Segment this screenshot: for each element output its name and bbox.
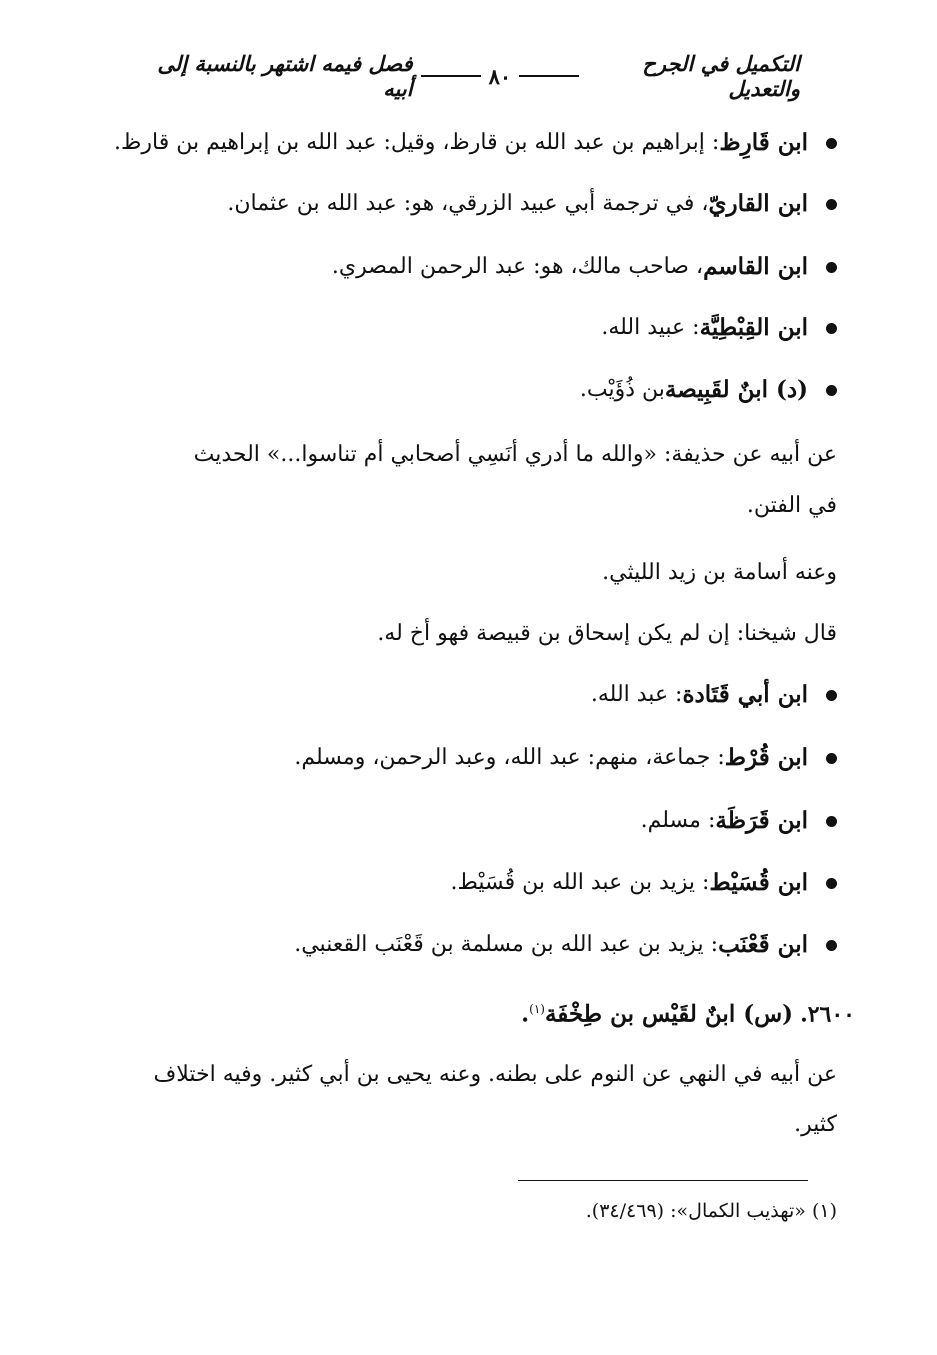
bullet-icon [826, 385, 837, 396]
entry-ibn-qurt [100, 741, 837, 775]
bullet-icon [826, 199, 837, 210]
header-dash-right [519, 75, 579, 77]
bullet-icon [826, 940, 837, 951]
entry-head: (د) ابنٌ لقَبِيصة [664, 376, 808, 403]
entry-text: بن ذُؤَيْب. [579, 377, 665, 402]
entry-text: : جماعة، منهم: عبد الله، وعبد الرحمن، ومسلم. [294, 745, 725, 770]
bullet-icon [826, 816, 837, 827]
entry-ibn-alqari [100, 187, 837, 221]
bullet-icon [826, 878, 837, 889]
paragraph-line: في الفتن. [746, 493, 837, 518]
entry-ibn-qaraza [100, 804, 837, 838]
entry-ibn-li-qabisa [100, 373, 837, 407]
entry-ibn-qarith [100, 126, 837, 160]
entry-text: : عبد الله. [590, 682, 683, 707]
entry-ibn-alqibtiyya [100, 311, 837, 345]
entry-text: : عبيد الله. [601, 315, 700, 340]
entry-head: ابن قَرَظَة [715, 807, 808, 834]
entry-text: ، في ترجمة أبي عبيد الزرقي، هو: عبد الله بن عثمان. [227, 191, 709, 216]
paragraph-line: عن أبيه عن حذيفة: «والله ما أدري أنَسِي أصحابي أم تناسوا...» الحديث [193, 442, 837, 467]
entry-ibn-alqasim [100, 250, 837, 284]
entry-text: : مسلم. [640, 808, 716, 833]
paragraph: قال شيخنا: إن لم يكن إسحاق بن قبيصة فهو أخ له. [377, 621, 837, 646]
paragraph-line: عن أبيه في النهي عن النوم على بطنه. وعنه يحيى بن أبي كثير. وفيه اختلاف [153, 1062, 837, 1087]
header-section-title: فصل فيمه اشتهر بالنسبة إلى أبيه [157, 51, 413, 101]
entry-text: ، صاحب مالك، هو: عبد الرحمن المصري. [331, 254, 704, 279]
numbered-entry-2600 [100, 992, 855, 1032]
entry-end: . [521, 1000, 530, 1028]
entry-ibn-qusayt [100, 866, 837, 900]
footnote-divider [518, 1180, 808, 1181]
header-dash-left [421, 75, 481, 77]
running-header [150, 51, 800, 101]
entry-text: : إبراهيم بن عبد الله بن قارظ، وقيل: عبد الله بن إبراهيم بن قارظ. [114, 130, 720, 155]
page-number: ٨٠ [488, 63, 512, 89]
entry-head: ابن أبي قَتَادة [682, 681, 808, 708]
header-center [413, 64, 588, 89]
entry-head: ابن قُسَيْط [709, 869, 808, 896]
bullet-icon [826, 753, 837, 764]
entry-ibn-qanab [100, 928, 837, 962]
bullet-icon [826, 690, 837, 701]
entry-head: ابن القاسم [703, 253, 808, 280]
paragraph-line: كثير. [794, 1112, 837, 1137]
entry-text: : يزيد بن عبد الله بن مسلمة بن قَعْنَب القعنبي. [294, 932, 719, 957]
entry-head: ابن قَعْنَب [718, 931, 808, 958]
footnote-marker: (١) [529, 1002, 545, 1016]
entry-head: (س) ابنٌ لقَيْس بن طِخْفَة [544, 1000, 794, 1028]
entry-ibn-abi-qatada [100, 678, 837, 712]
entry-text: : يزيد بن عبد الله بن قُسَيْط. [450, 870, 710, 895]
bullet-icon [826, 138, 837, 149]
header-book-title: التكميل في الجرح والتعديل [642, 51, 800, 101]
entry-head: ابن القاريّ [708, 190, 808, 217]
paragraph: وعنه أسامة بن زيد الليثي. [602, 560, 837, 585]
entry-head: ابن قَارِظ [719, 129, 808, 156]
entry-head: ابن قُرْط [724, 744, 808, 771]
entry-number: ٢٦٠٠. [800, 1001, 855, 1028]
entry-head: ابن القِبْطِيَّة [699, 314, 808, 341]
bullet-icon [826, 323, 837, 334]
footnote: (١) «تهذيب الكمال»: (٣٤/٤٦٩). [585, 1200, 837, 1222]
bullet-icon [826, 262, 837, 273]
